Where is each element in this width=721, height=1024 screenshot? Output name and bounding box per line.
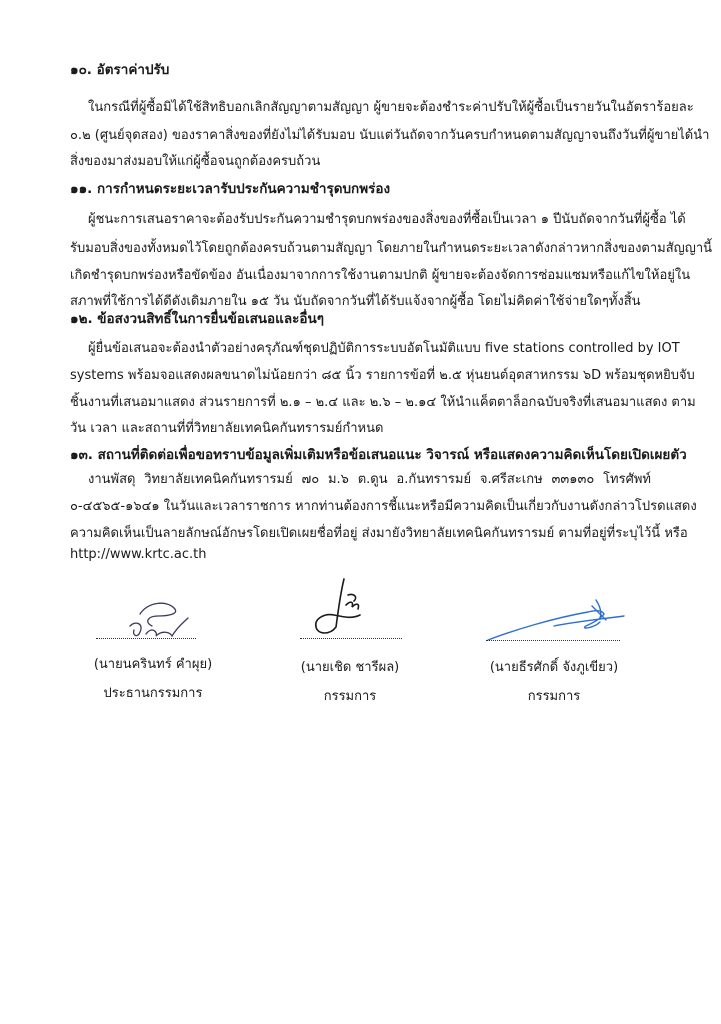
section-10-heading: ๑๐. อัตราค่าปรับ: [70, 62, 170, 78]
section-13-line-2: ๐-๔๕๖๕-๑๖๔๑ ในวันและเวลาราชการ หากท่านต้องการชี้แนะหรือมีความคิดเป็นเกี่ยวกับงานดังกล่าวโปรดแสดง: [70, 499, 697, 514]
section-11-line-1: ผู้ชนะการเสนอราคาจะต้องรับประกันความชำรุดบกพร่องของสิ่งของที่ซื้อเป็นเวลา ๑ ปีนับถัดจากวันที่ผู้ซื้อ ได้: [88, 212, 686, 227]
section-11-line-4: สภาพที่ใช้การได้ดีดังเดิมภายใน ๑๕ วัน นับถัดจากวันที่ได้รับแจ้งจากผู้ซื้อ โดยไม่คิดค่าใช้จ่ายใดๆทั้งสิ้น: [70, 294, 641, 309]
section-12-line-2: systems พร้อมจอแสดงผลขนาดไม่น้อยกว่า ๘๕ นิ้ว รายการข้อที่ ๒.๕ หุ่นยนต์อุตสาหกรรม ๖D พร้อมชุดหยิบจับ: [70, 368, 695, 383]
section-12-heading: ๑๒. ข้อสงวนสิทธิ์ในการยื่นข้อเสนอและอื่นๆ: [70, 311, 324, 327]
signature-1-name: (นายนครินทร์ คำผุย): [93, 657, 213, 672]
signature-3-name: (นายธีรศักดิ์ จังภูเขียว): [489, 660, 619, 675]
section-11-line-2: รับมอบสิ่งของทั้งหมดไว้โดยถูกต้องครบถ้วนตามสัญญา โดยภายในกำหนดระยะเวลาดังกล่าวหากสิ่งของตามสัญญานี้: [70, 241, 713, 256]
signature-2-name: (นายเชิด ชารีผล): [300, 660, 400, 675]
signature-1-image: [118, 596, 198, 642]
section-12-line-3: ชิ้นงานที่เสนอมาแสดง ส่วนรายการที่ ๒.๑ – ๒.๔ และ ๒.๖ – ๒.๑๔ ให้นำแค็ตตาล็อกฉบับจริงที่เสนอมาแสดง ตาม: [70, 395, 696, 410]
section-12-line-1: ผู้ยื่นข้อเสนอจะต้องนำตัวอย่างครุภัณฑ์ชุดปฏิบัติการระบบอัตโนมัติแบบ five stations controlled by IOT: [88, 341, 680, 356]
signature-3-title: กรรมการ: [527, 689, 581, 704]
section-12-line-4: วัน เวลา และสถานที่ที่วิทยาลัยเทคนิคกันทรารมย์กำหนด: [70, 421, 384, 436]
section-13-line-3: ความคิดเห็นเป็นลายลักษณ์อักษรโดยเปิดเผยชื่อที่อยู่ ส่งมายังวิทยาลัยเทคนิคกันทรารมย์ ตามที่อยู่ที่ระบุไว้นี้ หรือ: [70, 526, 688, 541]
section-11-line-3: เกิดชำรุดบกพร่องหรือขัดข้อง อันเนื่องมาจากการใช้งานตามปกติ ผู้ขายจะต้องจัดการซ่อมแซมหรือแก้ไขให้อยู่ใน: [70, 268, 691, 283]
signature-2-title: กรรมการ: [323, 689, 377, 704]
signature-2-line: [300, 638, 402, 639]
signature-1-line: [96, 638, 196, 639]
section-11-heading: ๑๑. การกำหนดระยะเวลารับประกันความชำรุดบกพร่อง: [70, 181, 391, 197]
section-13-line-4: http://www.krtc.ac.th: [70, 547, 207, 562]
section-10-line-1: ในกรณีที่ผู้ซื้อมิได้ใช้สิทธิบอกเลิกสัญญาตามสัญญา ผู้ขายจะต้องชำระค่าปรับให้ผู้ซื้อเป็นรายวันในอัตราร้อยละ: [88, 100, 694, 115]
section-10-line-3: สิ่งของมาส่งมอบให้แก่ผู้ซื้อจนถูกต้องครบถ้วน: [70, 154, 321, 169]
section-13-heading: ๑๓. สถานที่ติดต่อเพื่อขอทราบข้อมูลเพิ่มเติมหรือข้อเสนอแนะ วิจารณ์ หรือแสดงความคิดเห็นโดยเปิดเผยตัว: [70, 447, 687, 463]
signature-2-image: [300, 575, 380, 645]
signature-1-title: ประธานกรรมการ: [103, 686, 203, 701]
section-13-line-1: งานพัสดุ วิทยาลัยเทคนิคกันทรารมย์ ๗๐ ม.๖ ต.ดูน อ.กันทรารมย์ จ.ศรีสะเกษ ๓๓๑๓๐ โทรศัพท์: [88, 472, 651, 487]
signature-3-image: [484, 596, 634, 644]
signature-3-line: [486, 640, 620, 641]
section-10-line-2: ๐.๒ (ศูนย์จุดสอง) ของราคาสิ่งของที่ยังไม่ได้รับมอบ นับแต่วันถัดจากวันครบกำหนดตามสัญญาจนถึงวันที่ผู้ขายได้นำ: [70, 128, 710, 143]
